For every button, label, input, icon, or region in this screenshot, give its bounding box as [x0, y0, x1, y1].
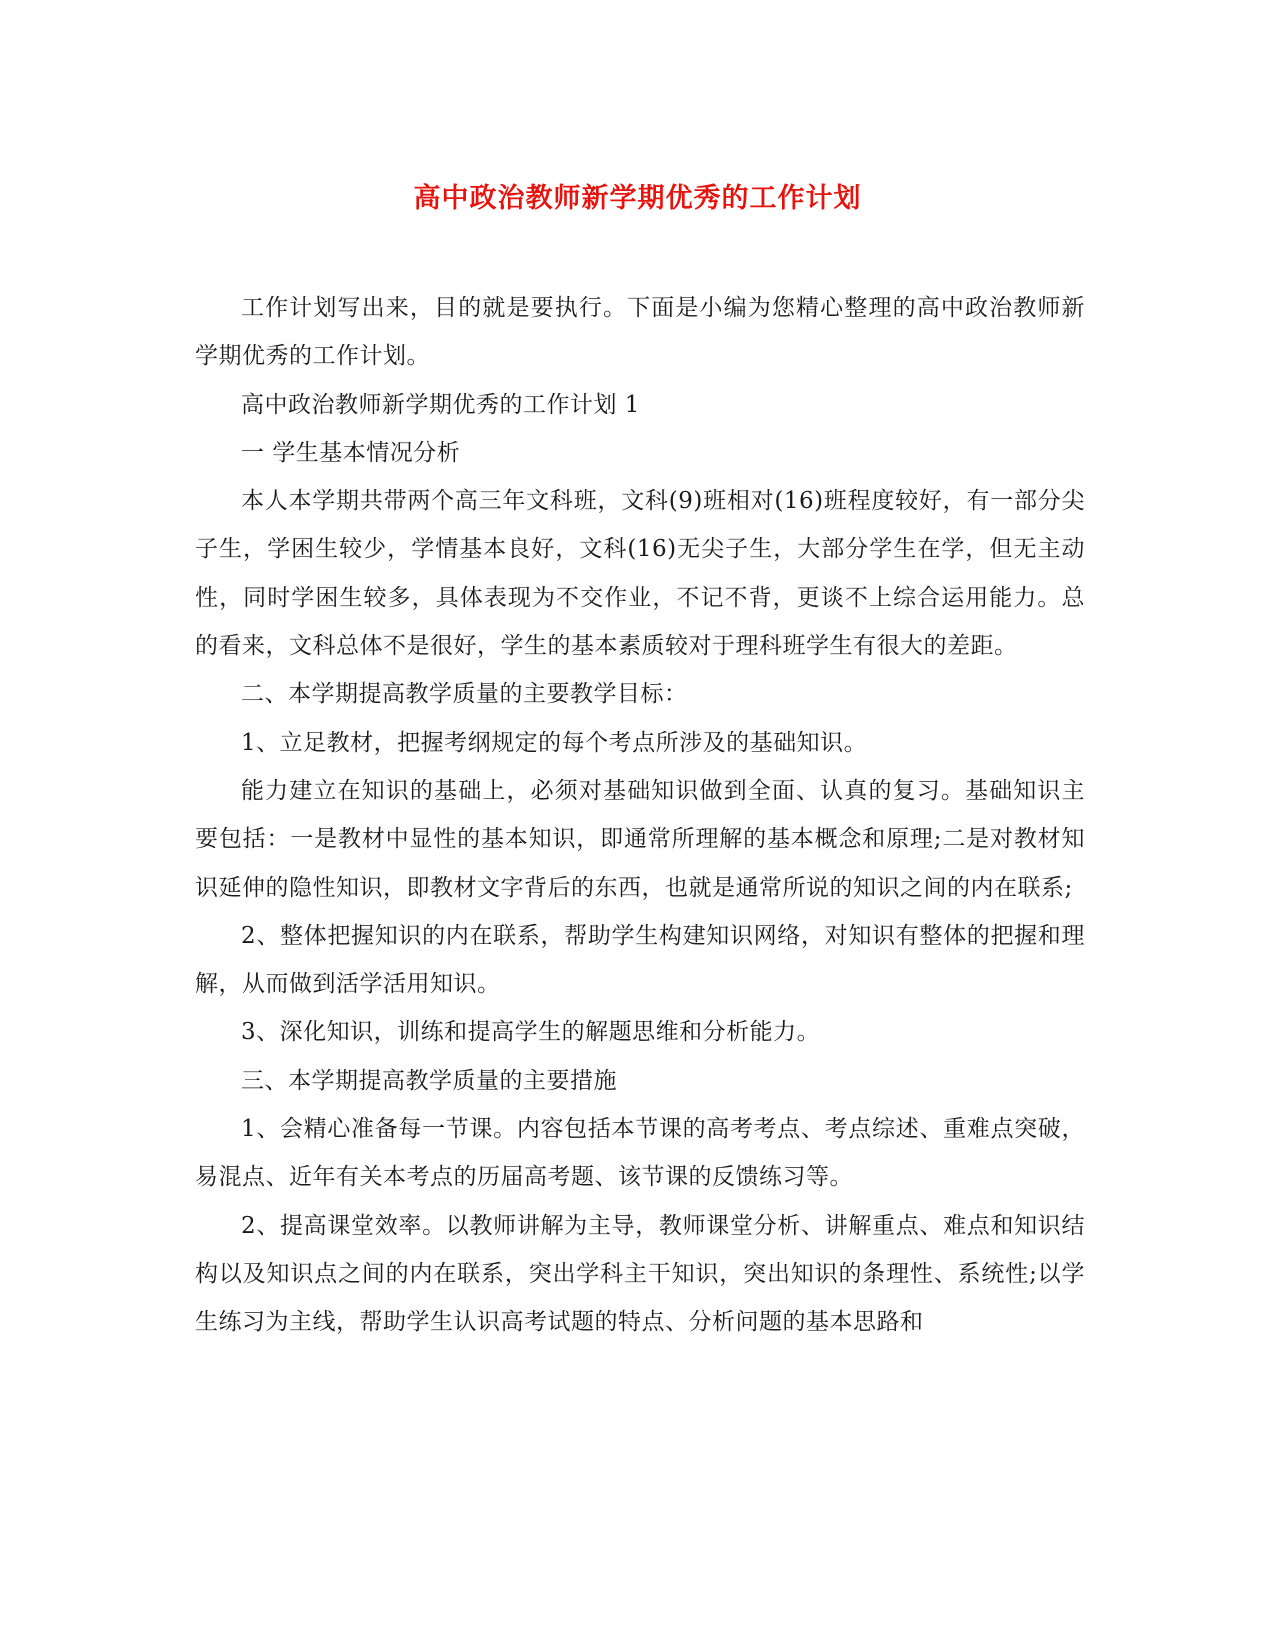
paragraph-student-analysis: 本人本学期共带两个高三年文科班，文科(9)班相对(16)班程度较好，有一部分尖子生，学困生较少，学情基本良好，文科(16)无尖子生，大部分学生在学，但无主动性，同时学困生较多，具体表现为不交作业，不记不背，更谈不上综合运用能力。总的看来，文科总体不是很好，学生的基本素质较对于理科班学生有很大的差距。 [195, 488, 1085, 660]
list-item-measure-2: 2、提高课堂效率。以教师讲解为主导，教师课堂分析、讲解重点、难点和知识结构以及知识点之间的内在联系，突出学科主干知识，突出知识的条理性、系统性;以学生练习为主线，帮助学生认识高考试题的特点、分析问题的基本思路和 [195, 1212, 1085, 1336]
list-item-goal-2: 2、整体把握知识的内在联系，帮助学生构建知识网络，对知识有整体的把握和理解，从而做到活学活用知识。 [195, 922, 1085, 998]
paragraph-plan-heading: 高中政治教师新学期优秀的工作计划 1 [241, 391, 640, 418]
list-item-measure-1: 1、会精心准备每一节课。内容包括本节课的高考考点、考点综述、重难点突破，易混点、近年有关本考点的历届高考题、该节课的反馈练习等。 [195, 1116, 1085, 1191]
paragraph-basic-knowledge: 能力建立在知识的基础上，必须对基础知识做到全面、认真的复习。基础知识主要包括：一是教材中显性的基本知识，即通常所理解的基本概念和原理;二是对教材知识延伸的隐性知识，即教材文字背后的东西，也就是通常所说的知识之间的内在联系; [195, 777, 1085, 901]
paragraph-intro: 工作计划写出来，目的就是要执行。下面是小编为您精心整理的高中政治教师新学期优秀的工作计划。 [195, 295, 1085, 370]
document-title: 高中政治教师新学期优秀的工作计划 [413, 183, 862, 214]
document-body [195, 284, 1085, 1347]
section-heading-1: 一 学生基本情况分析 [241, 439, 461, 466]
list-item-goal-3: 3、深化知识，训练和提高学生的解题思维和分析能力。 [241, 1019, 821, 1046]
section-heading-2: 二、本学期提高教学质量的主要教学目标： [241, 681, 688, 708]
section-heading-3: 三、本学期提高教学质量的主要措施 [241, 1067, 617, 1094]
list-item-goal-1: 1、立足教材，把握考纲规定的每个考点所涉及的基础知识。 [241, 729, 868, 756]
